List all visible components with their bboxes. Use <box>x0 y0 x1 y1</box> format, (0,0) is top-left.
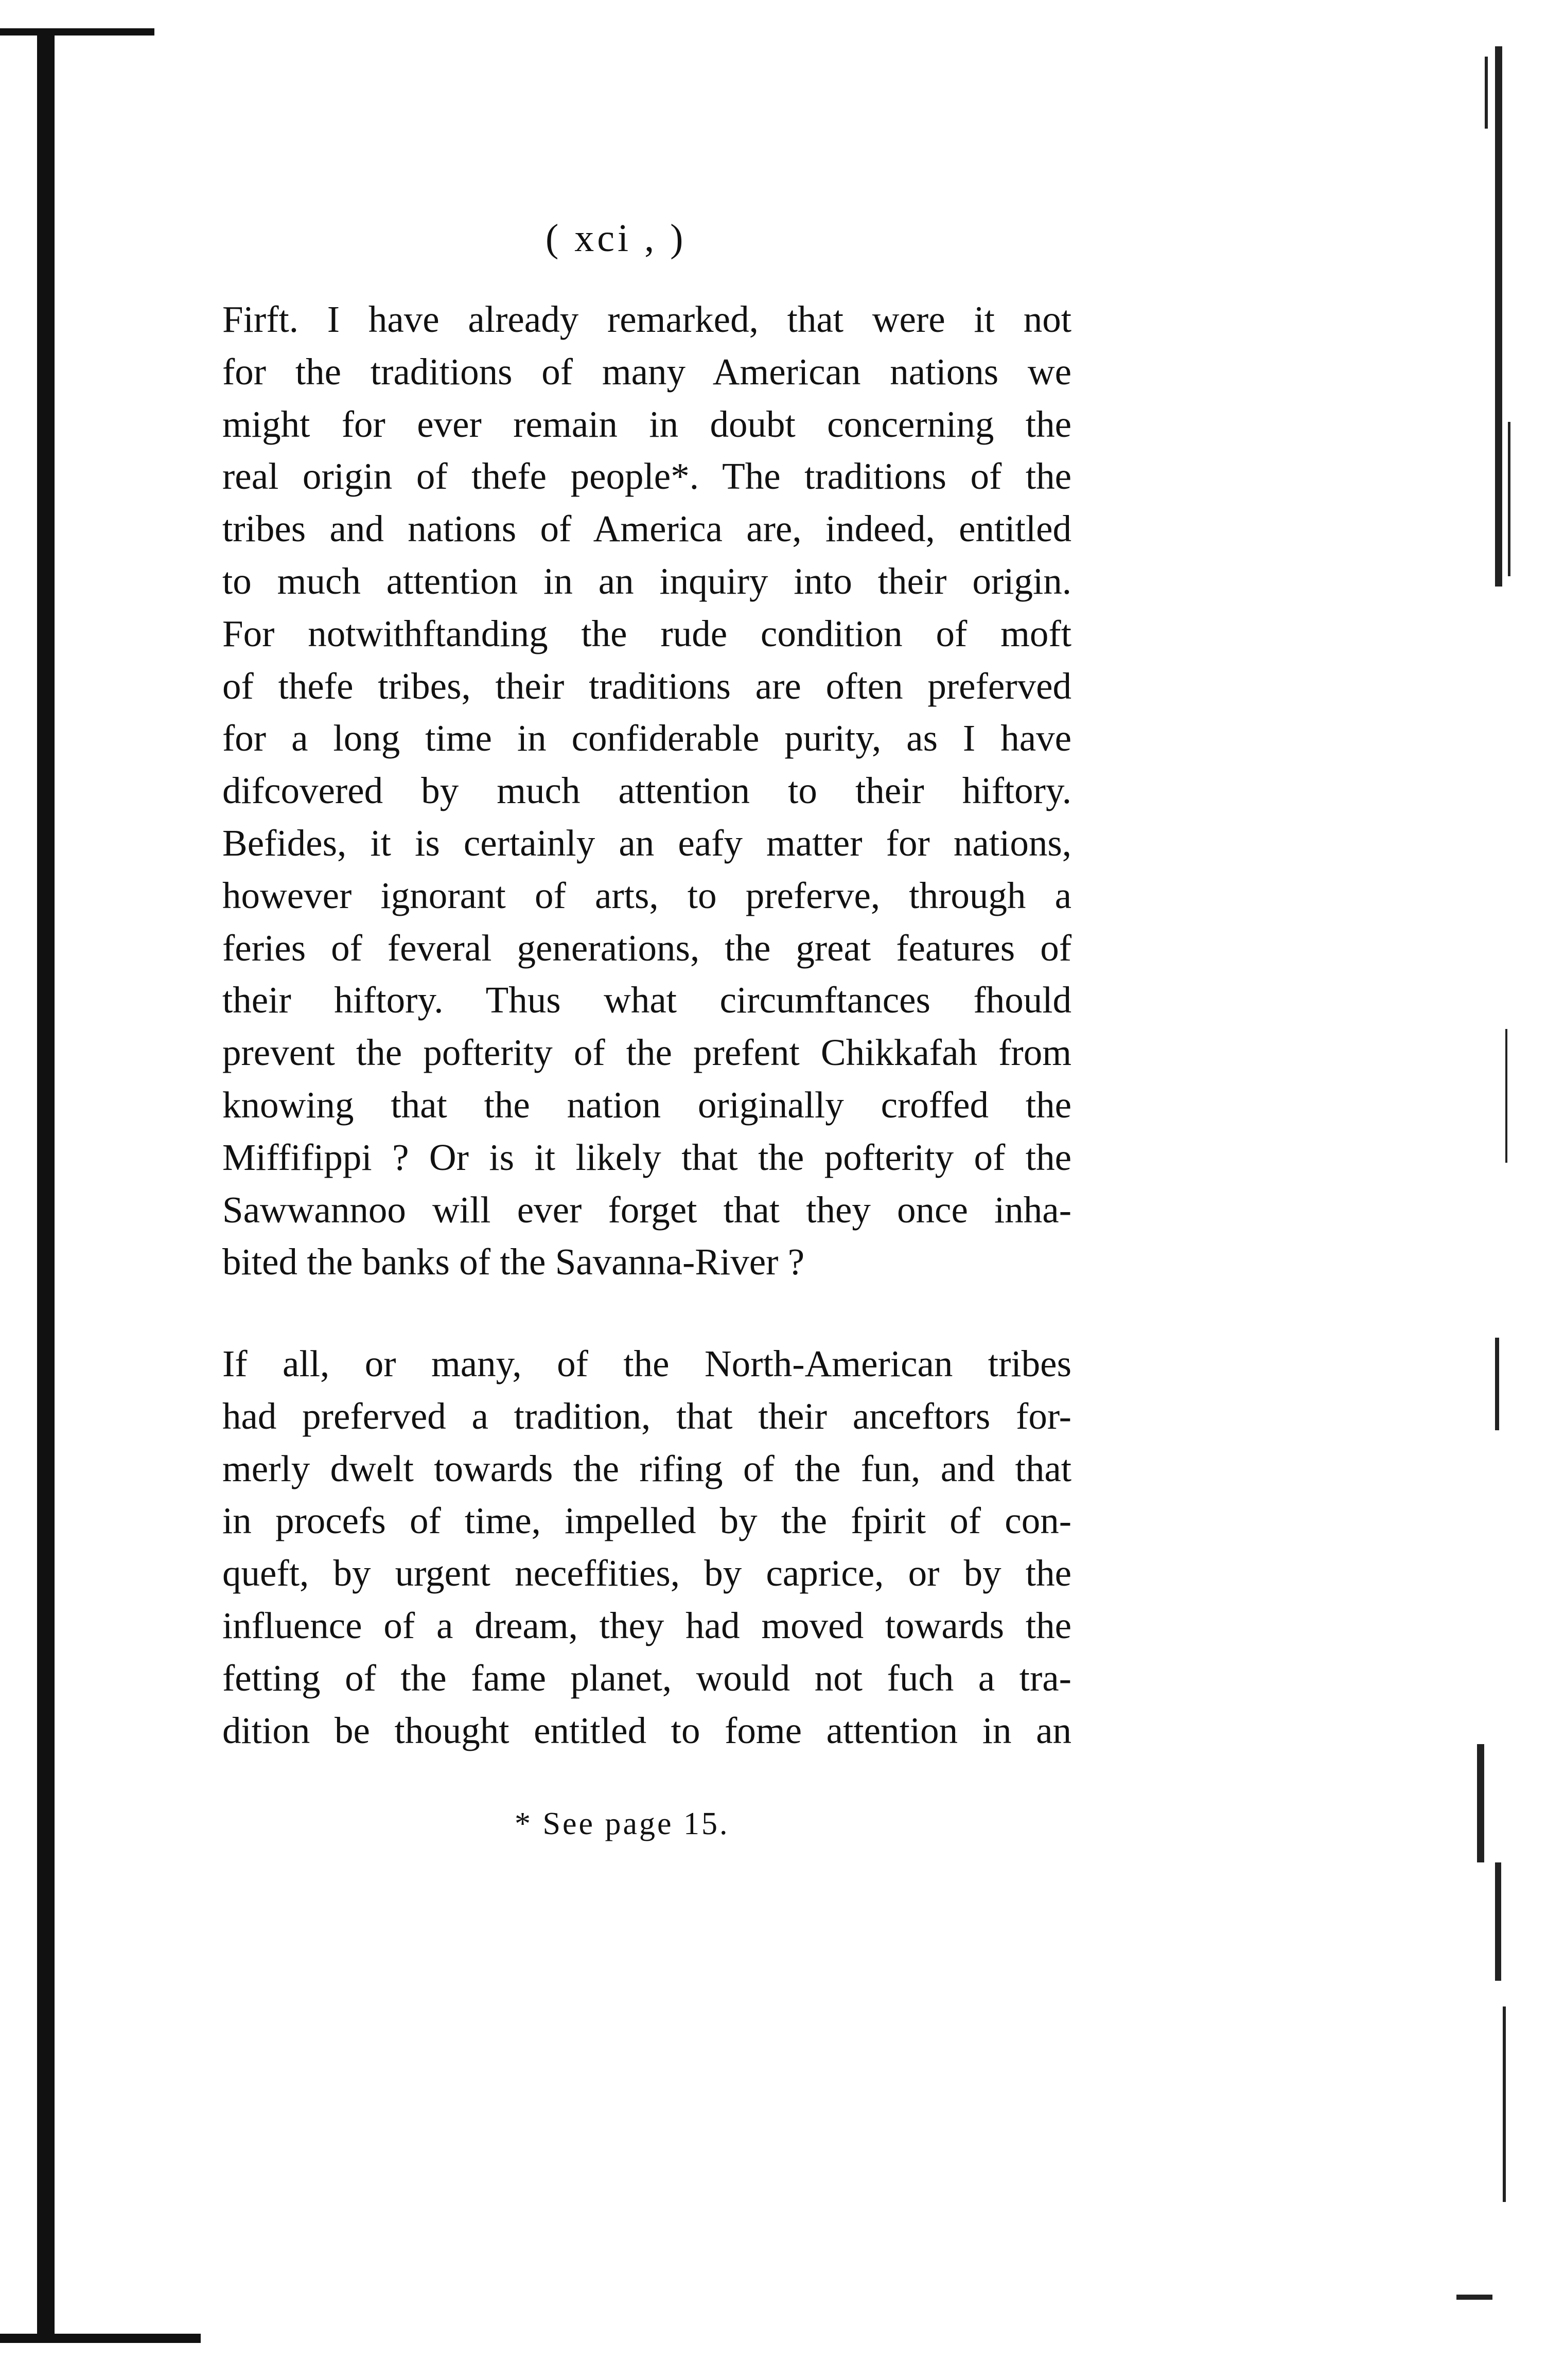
text-line: for the traditions of many American nations we <box>222 350 1071 393</box>
text-line: tribes and nations of America are, indeed, entitled <box>222 508 1071 550</box>
edge-mark <box>1485 57 1488 129</box>
text-line: real origin of thefe people*. The traditions of the <box>222 455 1071 498</box>
edge-mark <box>1508 422 1510 576</box>
text-line: fetting of the fame planet, would not fuch a tra- <box>222 1657 1071 1699</box>
text-line: might for ever remain in doubt concerning the <box>222 403 1071 445</box>
text-line: Befides, it is certainly an eafy matter for nations, <box>222 822 1071 864</box>
text-line: feries of feveral generations, the great features of <box>222 927 1071 969</box>
binding-bottom-rule <box>0 2334 201 2343</box>
text-line: Sawwannoo will ever forget that they once inha- <box>222 1188 1071 1231</box>
text-line: bited the banks of the Savanna-River ? <box>222 1241 805 1283</box>
text-line: had preferved a tradition, that their anceftors for- <box>222 1395 1071 1437</box>
text-line: of thefe tribes, their traditions are often preferved <box>222 665 1071 707</box>
edge-mark <box>1495 46 1502 587</box>
text-line: difcovered by much attention to their hiftory. <box>222 770 1071 812</box>
text-line: queft, by urgent neceffities, by caprice, or by the <box>222 1552 1071 1594</box>
text-line: merly dwelt towards the rifing of the fun, and that <box>222 1447 1071 1489</box>
text-line: knowing that the nation originally croffed the <box>222 1084 1071 1126</box>
text-line: dition be thought entitled to fome attention in an <box>222 1709 1071 1751</box>
text-line: for a long time in confiderable purity, as I have <box>222 717 1071 759</box>
paragraph-1 <box>222 293 1071 1288</box>
text-line: prevent the pofterity of the prefent Chikkafah from <box>222 1032 1071 1074</box>
binding-top-rule <box>0 28 154 35</box>
text-line: in procefs of time, impelled by the fpirit of con- <box>222 1500 1071 1542</box>
text-line: influence of a dream, they had moved towards the <box>222 1604 1071 1646</box>
text-line: For notwithftanding the rude condition of moft <box>222 612 1071 654</box>
text-line: however ignorant of arts, to preferve, through a <box>222 874 1071 916</box>
page-number-header: ( xci , ) <box>546 217 687 260</box>
edge-mark <box>1477 1744 1484 1862</box>
edge-mark <box>1456 2295 1492 2300</box>
text-line: If all, or many, of the North-American tribes <box>222 1343 1071 1384</box>
paragraph-2 <box>222 1338 1071 1756</box>
text-line: their hiftory. Thus what circumftances fhould <box>222 979 1071 1021</box>
text-line: Firft. I have already remarked, that were it not <box>222 298 1071 340</box>
text-line: to much attention in an inquiry into their origin. <box>222 560 1071 602</box>
edge-mark <box>1495 1338 1499 1430</box>
edge-mark <box>1503 2006 1506 2202</box>
edge-mark <box>1505 1029 1507 1163</box>
text-line: Miffifippi ? Or is it likely that the pofterity of the <box>222 1136 1071 1178</box>
footnote: * See page 15. <box>515 1806 730 1841</box>
edge-mark <box>1495 1862 1501 1981</box>
binding-bar <box>37 31 55 2336</box>
